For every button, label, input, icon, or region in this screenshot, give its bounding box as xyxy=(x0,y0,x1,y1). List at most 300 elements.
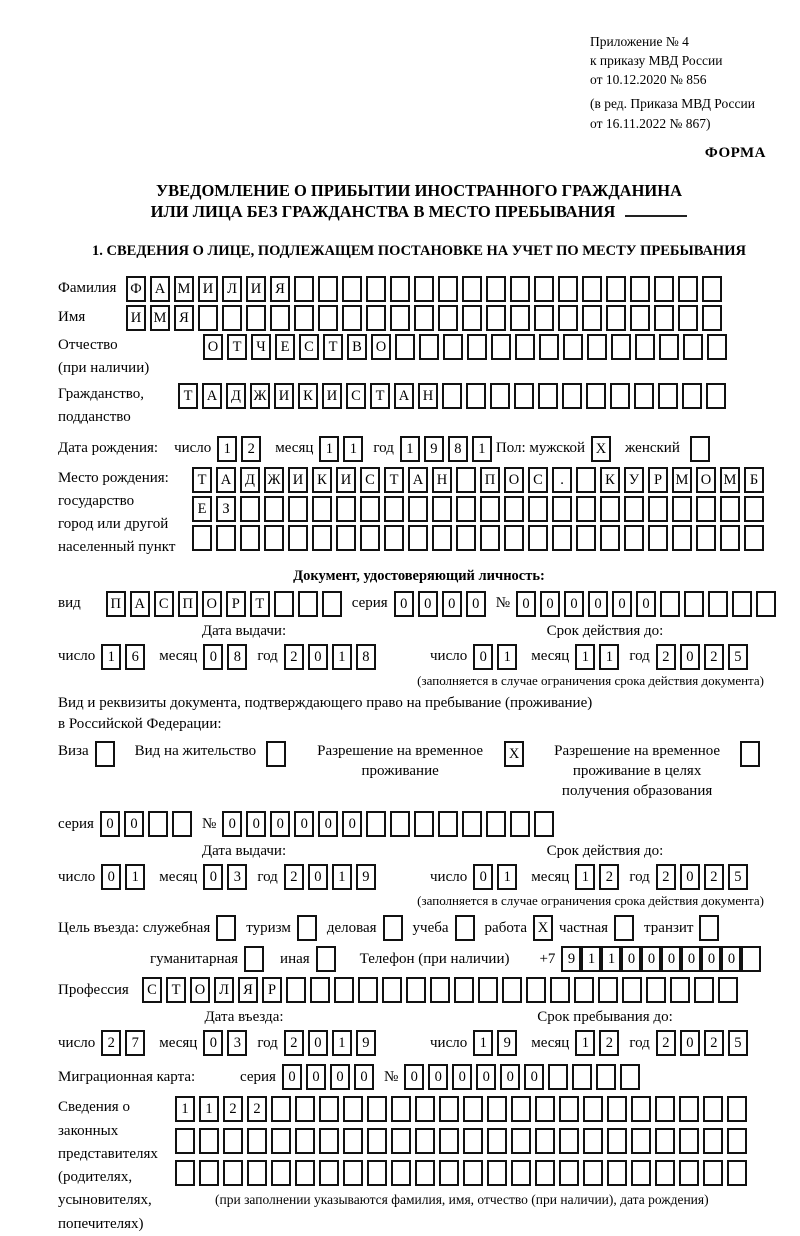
char-box[interactable] xyxy=(510,811,530,837)
char-box[interactable]: 0 xyxy=(330,1064,350,1090)
char-box[interactable] xyxy=(271,1128,291,1154)
char-box[interactable] xyxy=(682,383,702,409)
char-box[interactable]: 0 xyxy=(318,811,338,837)
char-box[interactable] xyxy=(318,305,338,331)
char-box[interactable] xyxy=(727,1128,747,1154)
char-box[interactable] xyxy=(438,305,458,331)
char-box[interactable] xyxy=(678,276,698,302)
char-box[interactable] xyxy=(576,525,596,551)
char-box[interactable] xyxy=(336,525,356,551)
char-box[interactable]: 3 xyxy=(227,864,247,890)
char-box[interactable] xyxy=(552,525,572,551)
char-box[interactable]: 0 xyxy=(100,811,120,837)
char-box[interactable] xyxy=(384,496,404,522)
rvp-checkbox[interactable] xyxy=(504,741,528,767)
char-box[interactable] xyxy=(654,305,674,331)
char-box[interactable]: 0 xyxy=(476,1064,496,1090)
char-box[interactable]: И xyxy=(274,383,294,409)
char-box[interactable] xyxy=(659,334,679,360)
char-box[interactable] xyxy=(598,977,618,1003)
char-box[interactable]: 2 xyxy=(656,1030,676,1056)
char-box[interactable]: 1 xyxy=(400,436,420,462)
char-box[interactable]: 1 xyxy=(601,946,621,972)
char-box[interactable]: 8 xyxy=(227,644,247,670)
char-box[interactable]: 6 xyxy=(125,644,145,670)
char-box[interactable]: 0 xyxy=(270,811,290,837)
staydoc-issue-month[interactable] xyxy=(203,864,251,890)
char-box[interactable] xyxy=(148,811,168,837)
char-box[interactable] xyxy=(319,1160,339,1186)
char-box[interactable]: 0 xyxy=(680,644,700,670)
char-box[interactable] xyxy=(294,305,314,331)
representatives-line1[interactable] xyxy=(175,1096,751,1122)
char-box[interactable] xyxy=(455,915,475,941)
char-box[interactable]: О xyxy=(203,334,223,360)
char-box[interactable] xyxy=(614,915,634,941)
char-box[interactable] xyxy=(198,305,218,331)
char-box[interactable] xyxy=(442,383,462,409)
char-box[interactable] xyxy=(720,496,740,522)
purpose-official-checkbox[interactable] xyxy=(216,915,236,941)
char-box[interactable] xyxy=(655,1160,675,1186)
char-box[interactable] xyxy=(244,946,264,972)
char-box[interactable] xyxy=(408,496,428,522)
char-box[interactable]: 1 xyxy=(497,864,517,890)
char-box[interactable]: 0 xyxy=(306,1064,326,1090)
char-box[interactable]: 5 xyxy=(728,864,748,890)
char-box[interactable]: Р xyxy=(262,977,282,1003)
char-box[interactable]: С xyxy=(154,591,174,617)
char-box[interactable] xyxy=(366,276,386,302)
char-box[interactable] xyxy=(741,946,761,972)
char-box[interactable]: С xyxy=(360,467,380,493)
char-box[interactable]: Ж xyxy=(250,383,270,409)
char-box[interactable]: А xyxy=(130,591,150,617)
char-box[interactable] xyxy=(504,496,524,522)
char-box[interactable]: 0 xyxy=(680,864,700,890)
char-box[interactable] xyxy=(358,977,378,1003)
char-box[interactable] xyxy=(360,496,380,522)
char-box[interactable] xyxy=(390,811,410,837)
char-box[interactable] xyxy=(390,276,410,302)
char-box[interactable] xyxy=(199,1128,219,1154)
char-box[interactable]: 2 xyxy=(284,1030,304,1056)
char-box[interactable]: 1 xyxy=(332,1030,352,1056)
char-box[interactable] xyxy=(223,1160,243,1186)
char-box[interactable]: О xyxy=(696,467,716,493)
char-box[interactable]: 1 xyxy=(175,1096,195,1122)
char-box[interactable] xyxy=(630,305,650,331)
char-box[interactable]: 0 xyxy=(661,946,681,972)
char-box[interactable]: 0 xyxy=(516,591,536,617)
char-box[interactable]: 0 xyxy=(473,644,493,670)
char-box[interactable]: И xyxy=(198,276,218,302)
char-box[interactable]: В xyxy=(347,334,367,360)
char-box[interactable]: Я xyxy=(238,977,258,1003)
char-box[interactable] xyxy=(702,305,722,331)
char-box[interactable] xyxy=(624,525,644,551)
char-box[interactable] xyxy=(312,496,332,522)
char-box[interactable]: 0 xyxy=(442,591,462,617)
char-box[interactable] xyxy=(95,741,115,767)
char-box[interactable]: Р xyxy=(648,467,668,493)
char-box[interactable] xyxy=(576,467,596,493)
char-box[interactable] xyxy=(646,977,666,1003)
char-box[interactable] xyxy=(456,467,476,493)
char-box[interactable]: 5 xyxy=(728,644,748,670)
char-box[interactable] xyxy=(582,305,602,331)
patronymic-input[interactable] xyxy=(203,334,731,360)
char-box[interactable] xyxy=(462,276,482,302)
char-box[interactable] xyxy=(175,1128,195,1154)
staydoc-series-input[interactable] xyxy=(100,811,196,837)
char-box[interactable] xyxy=(216,525,236,551)
char-box[interactable] xyxy=(438,276,458,302)
entry-month[interactable] xyxy=(203,1030,251,1056)
purpose-other-checkbox[interactable] xyxy=(316,946,336,972)
char-box[interactable]: И xyxy=(288,467,308,493)
char-box[interactable] xyxy=(456,525,476,551)
char-box[interactable]: 2 xyxy=(247,1096,267,1122)
char-box[interactable] xyxy=(702,276,722,302)
char-box[interactable] xyxy=(718,977,738,1003)
char-box[interactable] xyxy=(318,276,338,302)
char-box[interactable] xyxy=(586,383,606,409)
char-box[interactable] xyxy=(514,383,534,409)
char-box[interactable]: 0 xyxy=(124,811,144,837)
char-box[interactable] xyxy=(655,1096,675,1122)
birthplace-line2[interactable] xyxy=(192,496,768,522)
char-box[interactable]: 0 xyxy=(452,1064,472,1090)
char-box[interactable]: 1 xyxy=(472,436,492,462)
char-box[interactable] xyxy=(439,1160,459,1186)
char-box[interactable] xyxy=(343,1128,363,1154)
char-box[interactable]: А xyxy=(408,467,428,493)
char-box[interactable] xyxy=(360,525,380,551)
representatives-line3[interactable] xyxy=(175,1160,751,1186)
char-box[interactable] xyxy=(606,276,626,302)
char-box[interactable]: 0 xyxy=(612,591,632,617)
char-box[interactable] xyxy=(552,496,572,522)
char-box[interactable] xyxy=(367,1128,387,1154)
char-box[interactable] xyxy=(463,1160,483,1186)
iddoc-series-input[interactable] xyxy=(394,591,490,617)
char-box[interactable]: 0 xyxy=(564,591,584,617)
char-box[interactable] xyxy=(414,276,434,302)
char-box[interactable] xyxy=(240,525,260,551)
char-box[interactable] xyxy=(694,977,714,1003)
char-box[interactable]: 1 xyxy=(101,644,121,670)
char-box[interactable]: А xyxy=(216,467,236,493)
char-box[interactable] xyxy=(756,591,776,617)
char-box[interactable] xyxy=(478,977,498,1003)
char-box[interactable] xyxy=(294,276,314,302)
char-box[interactable]: Е xyxy=(275,334,295,360)
char-box[interactable] xyxy=(295,1096,315,1122)
char-box[interactable]: 1 xyxy=(332,644,352,670)
char-box[interactable] xyxy=(611,334,631,360)
char-box[interactable] xyxy=(175,1160,195,1186)
char-box[interactable] xyxy=(415,1096,435,1122)
profession-input[interactable] xyxy=(142,977,742,1003)
char-box[interactable] xyxy=(336,496,356,522)
purpose-tourism-checkbox[interactable] xyxy=(297,915,317,941)
char-box[interactable] xyxy=(744,525,764,551)
char-box[interactable]: 8 xyxy=(448,436,468,462)
char-box[interactable] xyxy=(744,496,764,522)
char-box[interactable] xyxy=(607,1128,627,1154)
char-box[interactable] xyxy=(419,334,439,360)
entry-day[interactable] xyxy=(101,1030,149,1056)
surname-input[interactable] xyxy=(126,276,726,302)
char-box[interactable]: 9 xyxy=(424,436,444,462)
char-box[interactable] xyxy=(600,496,620,522)
char-box[interactable] xyxy=(367,1160,387,1186)
migcard-series-input[interactable] xyxy=(282,1064,378,1090)
char-box[interactable] xyxy=(271,1096,291,1122)
char-box[interactable] xyxy=(563,334,583,360)
char-box[interactable] xyxy=(504,525,524,551)
char-box[interactable] xyxy=(247,1128,267,1154)
char-box[interactable]: 1 xyxy=(217,436,237,462)
char-box[interactable] xyxy=(654,276,674,302)
char-box[interactable] xyxy=(535,1160,555,1186)
char-box[interactable]: З xyxy=(216,496,236,522)
char-box[interactable] xyxy=(454,977,474,1003)
char-box[interactable] xyxy=(463,1128,483,1154)
char-box[interactable] xyxy=(391,1160,411,1186)
char-box[interactable] xyxy=(558,305,578,331)
char-box[interactable] xyxy=(343,1160,363,1186)
char-box[interactable]: А xyxy=(394,383,414,409)
char-box[interactable]: К xyxy=(312,467,332,493)
char-box[interactable] xyxy=(535,1128,555,1154)
char-box[interactable] xyxy=(270,305,290,331)
char-box[interactable] xyxy=(384,525,404,551)
char-box[interactable]: И xyxy=(126,305,146,331)
char-box[interactable] xyxy=(342,276,362,302)
purpose-transit-checkbox[interactable] xyxy=(699,915,719,941)
stay-year[interactable] xyxy=(656,1030,752,1056)
char-box[interactable] xyxy=(672,525,692,551)
iddoc-issue-year[interactable] xyxy=(284,644,380,670)
birth-day-input[interactable] xyxy=(217,436,265,462)
char-box[interactable] xyxy=(658,383,678,409)
char-box[interactable]: 2 xyxy=(599,1030,619,1056)
char-box[interactable] xyxy=(297,915,317,941)
char-box[interactable]: 7 xyxy=(125,1030,145,1056)
char-box[interactable]: 0 xyxy=(203,1030,223,1056)
char-box[interactable] xyxy=(648,496,668,522)
char-box[interactable] xyxy=(740,741,760,767)
staydoc-valid-day[interactable] xyxy=(473,864,521,890)
char-box[interactable]: 0 xyxy=(428,1064,448,1090)
char-box[interactable] xyxy=(576,496,596,522)
stay-month[interactable] xyxy=(575,1030,623,1056)
char-box[interactable] xyxy=(240,496,260,522)
char-box[interactable]: 1 xyxy=(125,864,145,890)
char-box[interactable] xyxy=(439,1128,459,1154)
char-box[interactable]: . xyxy=(552,467,572,493)
char-box[interactable]: 1 xyxy=(332,864,352,890)
char-box[interactable]: 9 xyxy=(356,1030,376,1056)
char-box[interactable]: 1 xyxy=(581,946,601,972)
char-box[interactable] xyxy=(395,334,415,360)
char-box[interactable]: 1 xyxy=(199,1096,219,1122)
char-box[interactable]: 1 xyxy=(575,864,595,890)
char-box[interactable] xyxy=(316,946,336,972)
char-box[interactable]: П xyxy=(480,467,500,493)
char-box[interactable]: К xyxy=(298,383,318,409)
char-box[interactable]: 0 xyxy=(588,591,608,617)
char-box[interactable] xyxy=(596,1064,616,1090)
char-box[interactable] xyxy=(708,591,728,617)
char-box[interactable]: 0 xyxy=(203,644,223,670)
char-box[interactable] xyxy=(606,305,626,331)
char-box[interactable] xyxy=(383,915,403,941)
char-box[interactable]: О xyxy=(202,591,222,617)
char-box[interactable] xyxy=(528,496,548,522)
char-box[interactable]: 0 xyxy=(721,946,741,972)
char-box[interactable]: 2 xyxy=(656,644,676,670)
char-box[interactable]: 0 xyxy=(473,864,493,890)
char-box[interactable] xyxy=(559,1096,579,1122)
char-box[interactable] xyxy=(486,276,506,302)
char-box[interactable]: Я xyxy=(270,276,290,302)
char-box[interactable] xyxy=(266,741,286,767)
char-box[interactable] xyxy=(415,1128,435,1154)
char-box[interactable] xyxy=(582,276,602,302)
birthplace-line3[interactable] xyxy=(192,525,768,551)
char-box[interactable] xyxy=(274,591,294,617)
char-box[interactable] xyxy=(366,811,386,837)
char-box[interactable]: 0 xyxy=(621,946,641,972)
char-box[interactable] xyxy=(199,1160,219,1186)
char-box[interactable]: Т xyxy=(323,334,343,360)
char-box[interactable] xyxy=(463,1096,483,1122)
char-box[interactable] xyxy=(511,1096,531,1122)
char-box[interactable] xyxy=(558,276,578,302)
char-box[interactable]: 0 xyxy=(246,811,266,837)
char-box[interactable] xyxy=(720,525,740,551)
char-box[interactable] xyxy=(432,496,452,522)
char-box[interactable]: 0 xyxy=(354,1064,374,1090)
char-box[interactable]: С xyxy=(528,467,548,493)
char-box[interactable] xyxy=(319,1128,339,1154)
char-box[interactable] xyxy=(572,1064,592,1090)
char-box[interactable]: 1 xyxy=(473,1030,493,1056)
char-box[interactable] xyxy=(672,496,692,522)
char-box[interactable] xyxy=(288,525,308,551)
char-box[interactable]: 0 xyxy=(636,591,656,617)
char-box[interactable]: 0 xyxy=(222,811,242,837)
char-box[interactable] xyxy=(467,334,487,360)
char-box[interactable]: 2 xyxy=(284,644,304,670)
char-box[interactable]: 9 xyxy=(497,1030,517,1056)
char-box[interactable] xyxy=(462,811,482,837)
char-box[interactable] xyxy=(298,591,318,617)
char-box[interactable]: Р xyxy=(226,591,246,617)
char-box[interactable] xyxy=(515,334,535,360)
staydoc-number-input[interactable] xyxy=(222,811,558,837)
char-box[interactable] xyxy=(574,977,594,1003)
char-box[interactable]: Л xyxy=(214,977,234,1003)
char-box[interactable]: 0 xyxy=(203,864,223,890)
char-box[interactable]: Т xyxy=(192,467,212,493)
char-box[interactable] xyxy=(559,1160,579,1186)
char-box[interactable]: М xyxy=(150,305,170,331)
char-box[interactable] xyxy=(703,1160,723,1186)
purpose-study-checkbox[interactable] xyxy=(455,915,475,941)
char-box[interactable] xyxy=(510,305,530,331)
char-box[interactable] xyxy=(439,1096,459,1122)
char-box[interactable]: 9 xyxy=(356,864,376,890)
migcard-number-input[interactable] xyxy=(404,1064,644,1090)
char-box[interactable]: Б xyxy=(744,467,764,493)
char-box[interactable] xyxy=(732,591,752,617)
char-box[interactable]: М xyxy=(174,276,194,302)
char-box[interactable]: 0 xyxy=(342,811,362,837)
char-box[interactable] xyxy=(696,496,716,522)
char-box[interactable] xyxy=(312,525,332,551)
char-box[interactable] xyxy=(391,1128,411,1154)
char-box[interactable] xyxy=(678,305,698,331)
char-box[interactable] xyxy=(222,305,242,331)
iddoc-issue-day[interactable] xyxy=(101,644,149,670)
char-box[interactable] xyxy=(648,525,668,551)
char-box[interactable] xyxy=(408,525,428,551)
char-box[interactable] xyxy=(539,334,559,360)
char-box[interactable]: X xyxy=(504,741,524,767)
char-box[interactable] xyxy=(534,276,554,302)
char-box[interactable] xyxy=(367,1096,387,1122)
char-box[interactable] xyxy=(534,811,554,837)
char-box[interactable] xyxy=(607,1160,627,1186)
char-box[interactable]: Д xyxy=(240,467,260,493)
char-box[interactable]: П xyxy=(178,591,198,617)
char-box[interactable]: 0 xyxy=(308,864,328,890)
sex-male-checkbox[interactable] xyxy=(591,436,615,462)
char-box[interactable]: И xyxy=(246,276,266,302)
char-box[interactable]: 2 xyxy=(101,1030,121,1056)
char-box[interactable]: Л xyxy=(222,276,242,302)
char-box[interactable] xyxy=(480,496,500,522)
iddoc-valid-month[interactable] xyxy=(575,644,623,670)
char-box[interactable]: Ф xyxy=(126,276,146,302)
char-box[interactable]: 0 xyxy=(540,591,560,617)
char-box[interactable] xyxy=(620,1064,640,1090)
char-box[interactable]: 0 xyxy=(418,591,438,617)
char-box[interactable]: 9 xyxy=(561,946,581,972)
char-box[interactable] xyxy=(366,305,386,331)
char-box[interactable] xyxy=(322,591,342,617)
char-box[interactable] xyxy=(502,977,522,1003)
char-box[interactable]: 1 xyxy=(599,644,619,670)
char-box[interactable]: 0 xyxy=(404,1064,424,1090)
char-box[interactable] xyxy=(487,1128,507,1154)
char-box[interactable]: 0 xyxy=(308,644,328,670)
char-box[interactable]: А xyxy=(202,383,222,409)
char-box[interactable] xyxy=(415,1160,435,1186)
purpose-business-checkbox[interactable] xyxy=(383,915,403,941)
char-box[interactable]: 1 xyxy=(343,436,363,462)
char-box[interactable] xyxy=(382,977,402,1003)
iddoc-number-input[interactable] xyxy=(516,591,780,617)
char-box[interactable]: 0 xyxy=(394,591,414,617)
staydoc-valid-month[interactable] xyxy=(575,864,623,890)
char-box[interactable]: Т xyxy=(384,467,404,493)
firstname-input[interactable] xyxy=(126,305,726,331)
